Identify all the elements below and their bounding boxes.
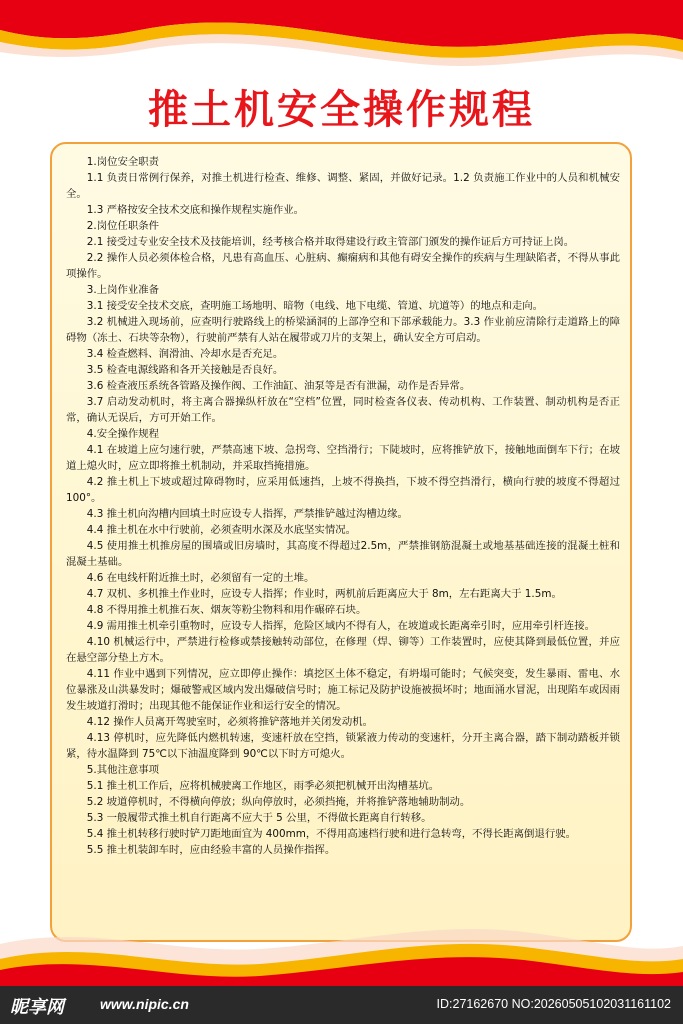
rules-panel bbox=[50, 142, 632, 942]
rule-paragraph: 4.13 停机时，应先降低内燃机转速，变速杆放在空挡，锁紧液力传动的变速杆，分开主离合器，踏下制动踏板并锁紧，待水温降到 75℃以下油温度降到 90℃以下时方可熄火。 bbox=[66, 732, 620, 760]
watermark-footer bbox=[0, 986, 683, 1024]
rule-paragraph: 3.5 检查电源线路和各开关接触是否良好。 bbox=[86, 364, 284, 376]
rule-paragraph: 3.1 接受安全技术交底，查明施工场地明、暗物（电线、地下电缆、管道、坑道等）的地点和走向。 bbox=[86, 300, 544, 312]
rule-paragraph: 3.4 检查燃料、润滑油、冷却水是否充足。 bbox=[86, 348, 284, 360]
site-url: www.nipic.cn bbox=[100, 996, 189, 1012]
page-title: 推土机安全操作规程 bbox=[148, 87, 535, 133]
rule-paragraph: 5.1 推土机工作后，应将机械驶离工作地区，雨季必须把机械开出沟槽基坑。 bbox=[86, 780, 440, 792]
rule-paragraph: 2.岗位任职条件 bbox=[86, 220, 160, 232]
rule-paragraph: 4.安全操作规程 bbox=[86, 428, 160, 440]
rule-paragraph: 5.5 推土机装卸车时，应由经验丰富的人员操作指挥。 bbox=[86, 844, 336, 856]
rule-paragraph: 1.1 负责日常例行保养，对推土机进行检查、维修、调整、紧固，并做好记录。1.2 负责施工作业中的人员和机械安全。 bbox=[66, 172, 620, 200]
image-id-label: ID:27162670 NO:20260505102031161102 bbox=[436, 997, 671, 1011]
site-logo: 昵享网 bbox=[10, 997, 64, 1018]
rule-paragraph: 5.4 推土机转移行驶时铲刀距地面宜为 400mm，不得用高速档行驶和进行急转弯，不得长距离倒退行驶。 bbox=[86, 828, 577, 840]
rule-paragraph: 4.1 在坡道上应匀速行驶，严禁高速下坡、急拐弯、空挡滑行；下陡坡时，应将推铲放下，接触地面倒车下行；在坡道上熄火时，应立即将推土机制动，并采取挡掩措施。 bbox=[66, 444, 620, 472]
rule-paragraph: 2.1 接受过专业安全技术及技能培训，经考核合格并取得建设行政主管部门颁发的操作证后方可持证上岗。 bbox=[86, 236, 575, 248]
rule-paragraph: 1.3 严格按安全技术交底和操作规程实施作业。 bbox=[86, 204, 305, 216]
rule-paragraph: 4.4 推土机在水中行驶前，必须查明水深及水底坚实情况。 bbox=[86, 524, 356, 536]
rule-paragraph: 4.11 作业中遇到下列情况，应立即停止操作：填挖区土体不稳定，有坍塌可能时；气候突变，发生暴雨、雷电、水位暴涨及山洪暴发时；爆破警戒区域内发出爆破信号时；施工标记及防护设施被损坏时；地面涌水冒泥，出现陷车或因雨发生坡道打滑时；出现其他不能保证作业和运行安全的情况。 bbox=[66, 668, 620, 712]
rule-paragraph: 4.10 机械运行中，严禁进行检修或禁接触转动部位，在修理（焊、铆等）工作装置时，应使其降到最低位置，并应在悬空部分垫上方木。 bbox=[66, 636, 620, 664]
rule-paragraph: 4.12 操作人员离开驾驶室时，必须将推铲落地并关闭发动机。 bbox=[86, 716, 373, 728]
rule-paragraph: 1.岗位安全职责 bbox=[86, 156, 160, 168]
rule-paragraph: 3.上岗作业准备 bbox=[86, 284, 160, 296]
top-wave-decoration bbox=[0, 0, 683, 80]
rule-paragraph: 4.3 推土机向沟槽内回填土时应设专人指挥，严禁推铲越过沟槽边缘。 bbox=[86, 508, 408, 520]
rule-paragraph: 3.2 机械进入现场前，应查明行驶路线上的桥梁涵洞的上部净空和下部承载能力。3.3 作业前应清除行走道路上的障碍物（冻土、石块等杂物），行驶前严禁有人站在履带或刀片的支架上，确认安全方可启动。 bbox=[66, 316, 620, 344]
rule-paragraph: 4.5 使用推土机推房屋的围墙或旧房墙时，其高度不得超过2.5m，严禁推钢筋混凝土或地基基础连接的混凝土桩和混凝土基础。 bbox=[66, 540, 620, 568]
rule-paragraph: 3.7 启动发动机时，将主离合器操纵杆放在“空档”位置，同时检查各仪表、传动机构、工作装置、制动机构是否正常，确认无误后，方可开始工作。 bbox=[66, 396, 620, 424]
rule-paragraph: 5.2 坡道停机时，不得横向停放；纵向停放时，必须挡掩，并将推铲落地辅助制动。 bbox=[86, 796, 471, 808]
rule-paragraph: 3.6 检查液压系统各管路及操作阀、工作油缸、油泵等是否有泄漏，动作是否异常。 bbox=[86, 380, 471, 392]
rule-paragraph: 5.3 一般履带式推土机自行距离不应大于 5 公里，不得做长距离自行转移。 bbox=[86, 812, 432, 824]
rules-content bbox=[66, 154, 620, 858]
rule-paragraph: 4.9 需用推土机牵引重物时，应设专人指挥，危险区域内不得有人，在坡道或长距离牵引时，应用牵引杆连接。 bbox=[86, 620, 595, 632]
rule-paragraph: 5.其他注意事项 bbox=[86, 764, 160, 776]
rule-paragraph: 4.7 双机、多机推土作业时，应设专人指挥；作业时，两机前后距离应大于 8m，左右距离大于 1.5m。 bbox=[86, 588, 562, 600]
rule-paragraph: 4.2 推土机上下坡或超过障碍物时，应采用低速挡，上坡不得换挡，下坡不得空挡滑行，横向行驶的坡度不得超过 100°。 bbox=[66, 476, 620, 504]
rule-paragraph: 4.8 不得用推土机推石灰、烟灰等粉尘物料和用作碾碎石块。 bbox=[86, 604, 367, 616]
rule-paragraph: 4.6 在电线杆附近推土时，必须留有一定的土堆。 bbox=[86, 572, 315, 584]
rule-paragraph: 2.2 操作人员必须体检合格，凡患有高血压、心脏病、癫痫病和其他有碍安全操作的疾病与生理缺陷者，不得从事此项操作。 bbox=[66, 252, 620, 280]
